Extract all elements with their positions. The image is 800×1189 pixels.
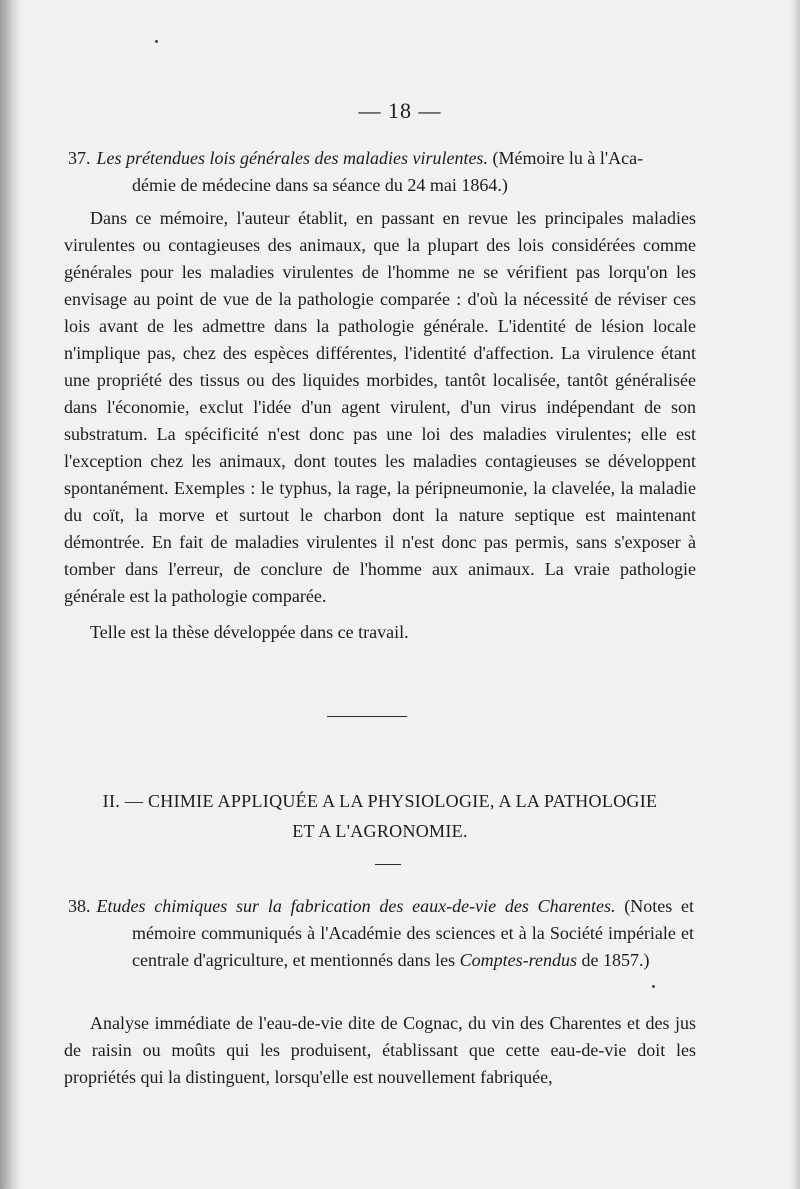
entry-38-paragraph: Analyse immédiate de l'eau-de-vie dite de Cognac, du vin des Charentes et des jus de raisin ou moûts qui les produisent, établissant que cette eau-de-vie doit les propriétés qui la distinguent, lorsqu'elle est nouvellement fabriquée, xyxy=(64,1013,696,1087)
entry-37-paragraph-1: Dans ce mémoire, l'auteur établit, en passant en revue les principales maladies virulentes ou contagieuses des animaux, que la plupart des lois considérées comme générales pour les maladies virulentes de l'homme ne se vérifient pas lorqu'on les envisage au point de vue de la pathologie comparée : d'où la nécessité de réviser ces lois avant de les admettre dans la pathologie générale. L'identité de lésion locale n'implique pas, chez des espèces différentes, l'identité d'affection. La virulence étant une propriété des tissus ou des liquides morbides, tantôt localisée, tantôt généralisée dans l'économie, exclut l'idée d'un agent virulent, d'un virus indépendant de son substratum. La spécificité n'est donc pas une loi des maladies virulentes; elle est l'exception chez les animaux, dont toutes les maladies contagieuses se développent spontanément. Exemples : le typhus, la rage, la péripneumonie, la clavelée, la maladie du coït, la morve et surtout le charbon dont la nature septique est maintenant démontrée. En fait de maladies virulentes il n'est donc pas permis, sans s'exposer à tomber dans l'erreur, de conclure de l'homme aux animaux. La vraie pathologie générale est la pathologie comparée. xyxy=(64,208,696,606)
entry-38-note-italic: Comptes-rendus xyxy=(459,950,577,970)
entry-37-number: 37. xyxy=(68,148,91,168)
entry-37-note-line1: (Mémoire lu à l'Aca- xyxy=(492,148,644,168)
page-number: — 18 — xyxy=(358,98,442,123)
entry-38-note-a: (Notes et mémoire communiqués à l'Académie des sciences et à la Société impériale et centrale d'agriculture, et mentionnés dans les xyxy=(132,896,695,970)
entry-38-title: Etudes chimiques sur la fabrication des eaux-de-vie des Charentes. xyxy=(96,896,616,916)
entry-38-heading xyxy=(68,893,694,974)
entry-38-number: 38. xyxy=(68,896,91,916)
entry-38-note-b: de 1857.) xyxy=(581,950,650,970)
page-left-shadow xyxy=(0,0,22,1189)
section-title-line2: ET A L'AGRONOMIE. xyxy=(292,821,468,841)
page-right-edge xyxy=(790,0,800,1189)
section-short-rule xyxy=(375,864,401,865)
entry-37-title: Les prétendues lois générales des maladies virulentes. xyxy=(96,148,488,168)
entry-37-heading xyxy=(68,145,694,199)
section-title-line1: II. — CHIMIE APPLIQUÉE A LA PHYSIOLOGIE, A LA PATHOLOGIE xyxy=(102,791,658,811)
separator-rule xyxy=(327,716,407,717)
entry-37-note-line2: démie de médecine dans sa séance du 24 mai 1864.) xyxy=(132,175,508,195)
speck xyxy=(155,40,158,43)
entry-37-paragraph-2: Telle est la thèse développée dans ce travail. xyxy=(90,622,409,642)
section-title xyxy=(64,786,696,846)
speck xyxy=(652,985,655,988)
